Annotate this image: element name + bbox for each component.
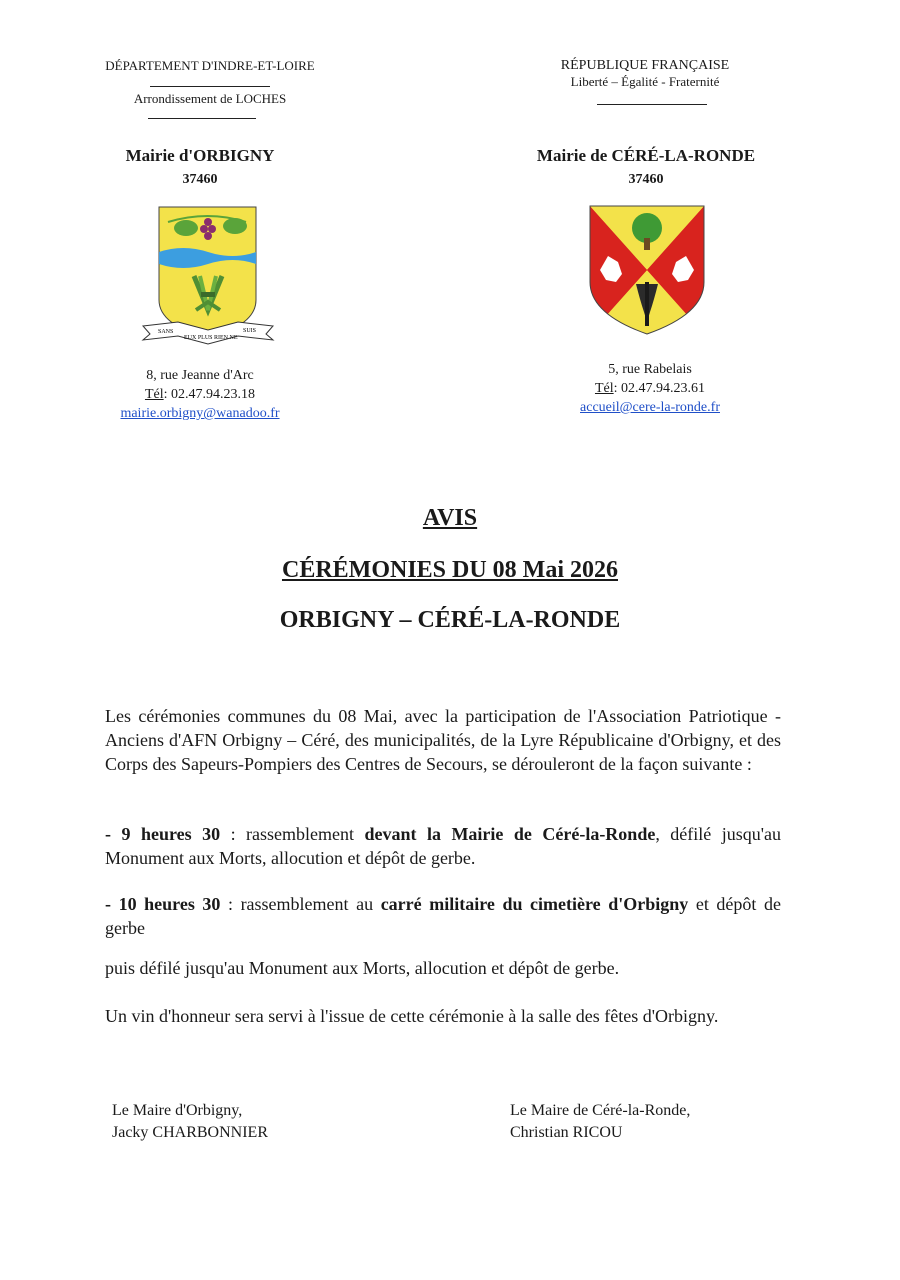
divider <box>148 118 256 119</box>
item1-time: - 9 heures 30 <box>105 824 221 844</box>
motto-left: SANS <box>158 329 174 335</box>
signature-orbigny <box>112 1100 268 1144</box>
schedule-item-2 <box>105 892 781 940</box>
republic-motto: Liberté – Égalité - Fraternité <box>570 74 720 89</box>
closing-paragraph: Un vin d'honneur sera servi à l'issue de cette cérémonie à la salle des fêtes d'Orbigny. <box>105 1006 719 1026</box>
motto-right: SUIS <box>243 328 257 334</box>
cere-phone <box>520 379 780 398</box>
divider <box>597 104 707 105</box>
tel-number: : 02.47.94.23.61 <box>613 381 706 396</box>
republic-label: RÉPUBLIQUE FRANÇAISE <box>560 58 730 73</box>
item1-pre: : rassemblement <box>220 824 365 844</box>
orbigny-coat-of-arms <box>138 200 278 350</box>
item2-post: et dépôt de gerbe <box>105 894 781 938</box>
signature-cere-title: Le Maire de Céré-la-Ronde, <box>510 1102 691 1119</box>
avis-title: AVIS <box>422 505 478 531</box>
orbigny-header <box>60 58 360 74</box>
cere-postal-code: 37460 <box>628 172 664 187</box>
orbigny-phone <box>50 385 350 404</box>
department-label: DÉPARTEMENT D'INDRE-ET-LOIRE <box>105 58 315 73</box>
divider <box>150 86 270 87</box>
signature-cere <box>510 1100 690 1144</box>
communes-title: ORBIGNY – CÉRÉ-LA-RONDE <box>279 607 621 633</box>
orbigny-mairie-title: Mairie d'ORBIGNY <box>125 146 275 165</box>
signature-orbigny-title: Le Maire d'Orbigny, <box>112 1102 243 1119</box>
item1-location: devant la Mairie de Céré-la-Ronde <box>364 824 656 844</box>
tel-label: Tél <box>144 387 164 402</box>
item2-location: carré militaire du cimetière d'Orbigny <box>380 894 689 914</box>
cere-address: 5, rue Rabelais <box>608 362 692 377</box>
cere-address-block <box>520 360 780 417</box>
ceremonies-title: CÉRÉMONIES DU 08 Mai 2026 <box>281 557 618 583</box>
cere-header <box>495 58 795 90</box>
cere-coat-of-arms <box>588 204 706 336</box>
arrondissement-label: Arrondissement de LOCHES <box>133 91 287 106</box>
cere-mairie-title: Mairie de CÉRÉ-LA-RONDE <box>536 146 756 165</box>
orbigny-address-block <box>50 366 350 423</box>
schedule-item-2-continued: puis défilé jusqu'au Monument aux Morts, allocution et dépôt de gerbe. <box>105 958 620 978</box>
signature-orbigny-name: Jacky CHARBONNIER <box>112 1124 268 1141</box>
item2-time: - 10 heures 30 <box>105 894 221 914</box>
intro-paragraph: Les cérémonies communes du 08 Mai, avec la participation de l'Association Patriotique - Anciens d'AFN Orbigny – Céré, des municipalités, de la Lyre Républicaine d'Orbigny, et des Corps des Sapeurs-Pompiers des Centres de Secours, se dérouleront de la façon suivante : <box>105 706 781 774</box>
orbigny-address: 8, rue Jeanne d'Arc <box>146 368 254 383</box>
orbigny-postal-code: 37460 <box>182 172 218 187</box>
tel-label: Tél <box>594 381 614 396</box>
schedule-item-1 <box>105 822 781 870</box>
orbigny-email-link[interactable]: mairie.orbigny@wanadoo.fr <box>120 406 280 421</box>
item2-pre: : rassemblement au <box>220 894 381 914</box>
signature-cere-name: Christian RICOU <box>510 1124 623 1141</box>
tel-number: : 02.47.94.23.18 <box>163 387 256 402</box>
item1-post: , défilé jusqu'au Monument aux Morts, allocution et dépôt de gerbe. <box>105 824 781 868</box>
motto-middle: EUX PLUS RIEN NE <box>184 335 238 341</box>
cere-email-link[interactable]: accueil@cere-la-ronde.fr <box>580 400 720 415</box>
